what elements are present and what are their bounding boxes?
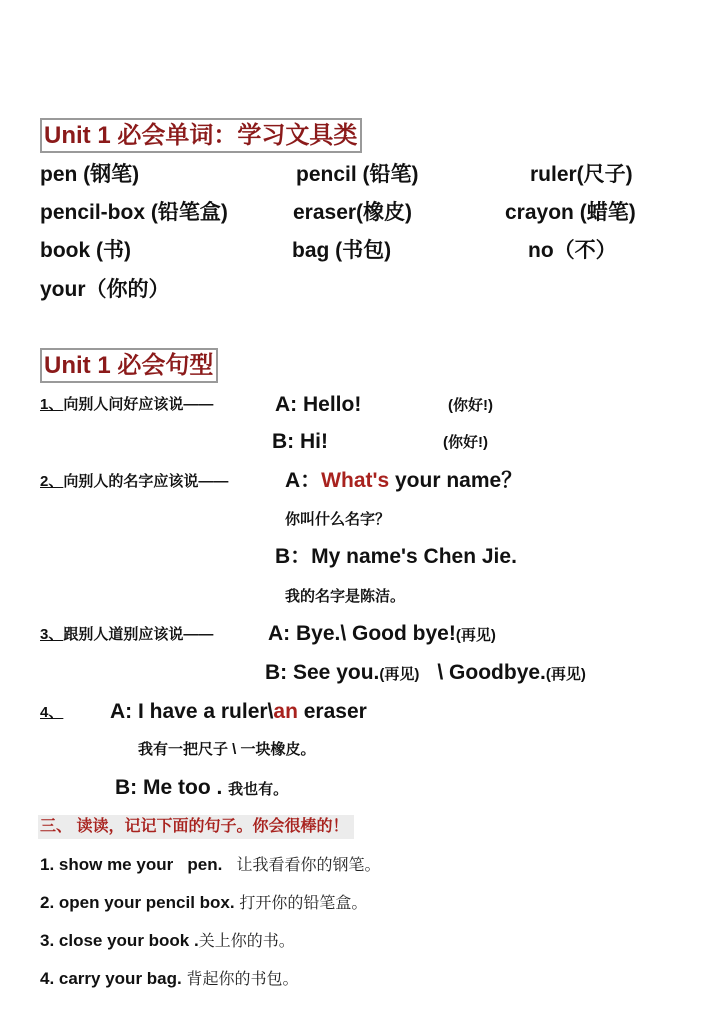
sentence: B: See you. bbox=[265, 661, 380, 684]
item4-b bbox=[115, 777, 288, 798]
sentence-cn: 打开你的铅笔盒。 bbox=[239, 893, 368, 912]
sentence: \ Goodbye. bbox=[437, 661, 546, 684]
sentence-cn: 关上你的书。 bbox=[198, 931, 295, 950]
sentence: B: Me too . bbox=[115, 776, 223, 799]
sentence: A: Bye.\ Good bye! bbox=[268, 622, 456, 645]
sentence-row bbox=[40, 856, 381, 873]
item-number: 1、 bbox=[40, 396, 64, 413]
item-number: 2、 bbox=[40, 473, 64, 490]
vocab-word: ruler(尺子) bbox=[530, 163, 633, 186]
sentence-en: 1. show me your pen. bbox=[40, 855, 223, 874]
item3-a bbox=[268, 623, 496, 644]
sentence: A: I have a ruler\ bbox=[110, 700, 274, 723]
item2-b-cn: 我的名字是陈洁。 bbox=[285, 588, 406, 605]
sentence-rest: eraser bbox=[297, 700, 367, 723]
sentence-row bbox=[40, 932, 295, 949]
vocab-word: crayon (蜡笔) bbox=[505, 201, 636, 224]
vocab-word: no（不） bbox=[528, 239, 617, 262]
item-number: 4、 bbox=[40, 704, 64, 721]
translation: (再见) bbox=[379, 666, 420, 683]
pattern-section-title: Unit 1 必会句型 bbox=[40, 348, 218, 383]
sentence-cn: 背起你的书包。 bbox=[186, 969, 299, 988]
item2-lead bbox=[40, 474, 228, 489]
item1-b: B: Hi! bbox=[272, 430, 328, 453]
sentence-en: 4. carry your bag. bbox=[40, 969, 182, 988]
vocab-word: pencil (铅笔) bbox=[296, 163, 419, 186]
item-lead-text: 向别人的名字应该说—— bbox=[63, 473, 229, 490]
highlight-word: an bbox=[273, 700, 298, 723]
highlight-word: What's bbox=[321, 469, 390, 492]
sentence-row bbox=[40, 894, 367, 911]
item2-a bbox=[285, 470, 522, 491]
item-lead-text: 向别人问好应该说—— bbox=[63, 396, 214, 413]
sentence-cn: 让我看看你的钢笔。 bbox=[236, 855, 381, 874]
read-section-title: 三、 读读，记记下面的句子。你会很棒的！ bbox=[38, 815, 354, 839]
item2-b: B：My name's Chen Jie. bbox=[275, 545, 517, 568]
item4-a-cn: 我有一把尺子 \ 一块橡皮。 bbox=[138, 741, 316, 758]
item-number: 3、 bbox=[40, 626, 64, 643]
item3-b bbox=[265, 662, 586, 683]
vocab-section-title: Unit 1 必会单词：学习文具类 bbox=[40, 118, 362, 153]
sentence-en: 3. close your book . bbox=[40, 931, 199, 950]
item3-lead bbox=[40, 627, 213, 642]
vocab-word: bag (书包) bbox=[292, 239, 392, 262]
item1-lead bbox=[40, 397, 213, 412]
vocab-word: pen (钢笔) bbox=[40, 163, 140, 186]
sentence-row bbox=[40, 970, 298, 987]
speaker-label: A： bbox=[285, 469, 322, 492]
translation: 我也有。 bbox=[228, 781, 289, 798]
sentence-en: 2. open your pencil box. bbox=[40, 893, 235, 912]
translation: (再见) bbox=[455, 627, 496, 644]
item4-a bbox=[110, 701, 367, 722]
vocab-word: book (书) bbox=[40, 239, 131, 262]
item2-a-cn: 你叫什么名字？ bbox=[285, 511, 391, 528]
translation: (再见) bbox=[545, 666, 586, 683]
vocab-word: your（你的） bbox=[40, 278, 170, 301]
item1-b-cn: (你好!) bbox=[443, 434, 488, 451]
vocab-word: eraser(橡皮) bbox=[293, 201, 413, 224]
item1-a: A: Hello! bbox=[275, 393, 362, 416]
vocab-word: pencil-box (铅笔盒) bbox=[40, 201, 228, 224]
sentence-rest: your name？ bbox=[389, 469, 523, 492]
item-lead-text: 跟别人道别应该说—— bbox=[63, 626, 214, 643]
item1-a-cn: (你好!) bbox=[448, 397, 493, 414]
